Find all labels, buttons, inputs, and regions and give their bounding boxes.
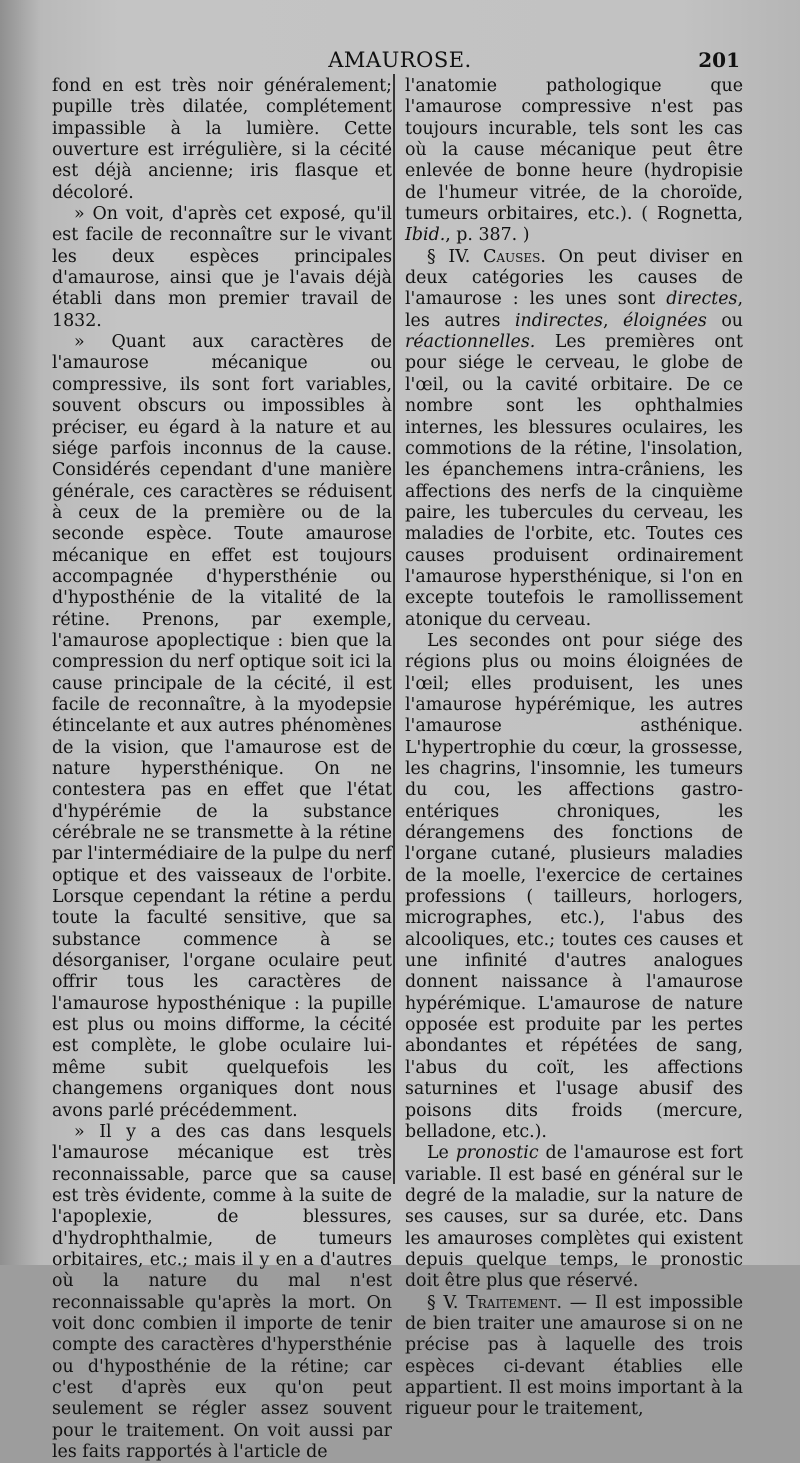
section-heading: Traitement. [466,1292,563,1313]
text-run: — Il est impossible de bien traiter une amaurose si on ne précise pas à laquelle des trois espèces ci-devant établies elle appartient. Il est moins important à la rigueur pour le traitement, [405,1292,743,1420]
text-run-italic: réactionnelles. [405,332,536,353]
page-number: 201 [698,48,740,72]
text-run: l'anatomie pathologique que l'amaurose compressive n'est pas toujours incurable, tels sont les cas où la cause mécanique peut être enlevée de bonne heure (hydropisie de l'humeur vitrée, de la choroïde, tumeurs orbitaires, etc.). ( Rognetta, [405,76,743,225]
text-run-italic: directes [666,289,738,310]
text-run: ou [706,310,743,331]
paragraph: » On voit, d'après cet exposé, qu'il est facile de reconnaître sur le vivant les deux espèces principales d'amaurose, ainsi que je l'avais déjà établi dans mon premier travail de 1832. [52,204,392,331]
column-divider [393,74,395,1184]
text-run-italic: Ibid. [405,225,446,246]
paragraph: » Quant aux caractères de l'amaurose mécanique ou compressive, ils sont fort variables, souvent obscurs ou impossibles à préciser, eu égard à la nature et au siége parfois inconnus de la cause. Considérés cependant d'une manière générale, ces caractères se réduisent à ceux de la première ou de la seconde espèce. Toute amaurose mécanique en effet est toujours accompagnée d'hypersthénie ou d'hyposthénie de la vitalité de la rétine. Prenons, par exemple, l'amaurose apoplectique : bien que la compression du nerf optique soit ici la cause principale de la cécité, il est facile de reconnaître, à la myodepsie étincelante et aux autres phénomènes de la vision, que l'amaurose est de nature hypersthénique. On ne contestera pas en effet que l'état d'hypérémie de la substance cérébrale ne se transmette à la rétine par l'intermédiaire de la pulpe du nerf optique et des vaisseaux de l'orbite. Lorsque cependant la rétine a perdu toute la faculté sensitive, que sa substance commence à se désorganiser, l'organe oculaire peut offrir tous les caractères de l'amaurose hyposthénique : la pupille est plus ou moins difforme, la cécité est complète, le globe oculaire lui-même subit quelquefois les changemens organiques dont nous avons parlé précédemment. [52,332,392,1121]
text-run: , les autres [405,289,743,331]
text-run: , [602,310,624,331]
left-column [52,76,392,1463]
text-run-italic: pronostic [455,1143,539,1164]
page-header [52,46,748,72]
paragraph: » Il y a des cas dans lesquels l'amaurose mécanique est très reconnaissable, parce que sa cause est très évidente, comme à la suite de l'apoplexie, de blessures, d'hydrophthalmie, de tumeurs orbitaires, etc.; mais il y en a d'autres où la nature du mal n'est reconnaissable qu'après la mort. On voit donc combien il importe de tenir compte des caractères d'hypersthénie ou d'hyposthénie de la rétine; car c'est d'après eux qu'on peut seulement se régler assez souvent pour le traitement. On voit aussi par les faits rapportés à l'article de [52,1121,392,1462]
right-column [405,76,743,1421]
section-paragraph [405,247,743,631]
text-run: , p. 387. ) [445,225,530,246]
running-title: AMAUROSE. [328,48,472,72]
section-heading: Causes. [483,246,546,267]
text-run: On peut diviser en deux catégories les causes de l'amaurose : les unes sont [405,246,743,310]
section-symbol: § V. [427,1292,467,1313]
paragraph: Les secondes ont pour siége des régions plus ou moins éloignées de l'œil; elles produisent, les unes l'amaurose hypérémique, les autres l'amaurose asthénique. L'hypertrophie du cœur, la grossesse, les chagrins, l'insomnie, les tumeurs du cou, les affections gastro-entériques chroniques, les dérangemens des fonctions de l'organe cutané, plusieurs maladies de la moelle, l'exercice de certaines professions ( tailleurs, horlogers, micrographes, etc.), l'abus des alcooliques, etc.; toutes ces causes et une infinité d'autres analogues donnent naissance à l'amaurose hypérémique. L'amaurose de nature opposée est produite par les pertes abondantes et répétées de sang, l'abus du coït, les affections saturnines et l'usage abusif des poisons dits froids (mercure, belladone, etc.). [405,630,743,1142]
paragraph [405,1143,743,1292]
text-run-italic: éloignées [623,310,707,331]
text-run: de l'amaurose est fort variable. Il est basé en général sur le degré de la maladie, sur la nature de ses causes, sur sa durée, etc. Dans les amauroses complètes qui existent depuis quelque temps, le pronostic doit être plus que réservé. [405,1143,744,1292]
section-paragraph [405,1293,743,1421]
paragraph: fond en est très noir généralement; pupille très dilatée, complétement impassible à la lumière. Cette ouverture est irrégulière, si la cécité est déjà ancienne; iris flasque et décoloré. [52,76,392,203]
text-run-italic: indirectes [514,310,603,331]
text-run: Le [427,1143,456,1164]
paragraph [405,76,743,247]
section-symbol: § IV. [427,246,484,267]
text-run: Les premières ont pour siége le cerveau, le globe de l'œil, ou la cavité orbitaire. De ce nombre sont les ophthalmies internes, les blessures oculaires, les commotions de la rétine, l'insolation, les épanchemens intra-crâniens, les affections des nerfs de la cinquième paire, les tubercules du cerveau, les maladies de l'orbite, etc. Toutes ces causes produisent ordinairement l'amaurose hypersthénique, si l'on en excepte toutefois le ramollissement atonique du cerveau. [405,332,743,630]
